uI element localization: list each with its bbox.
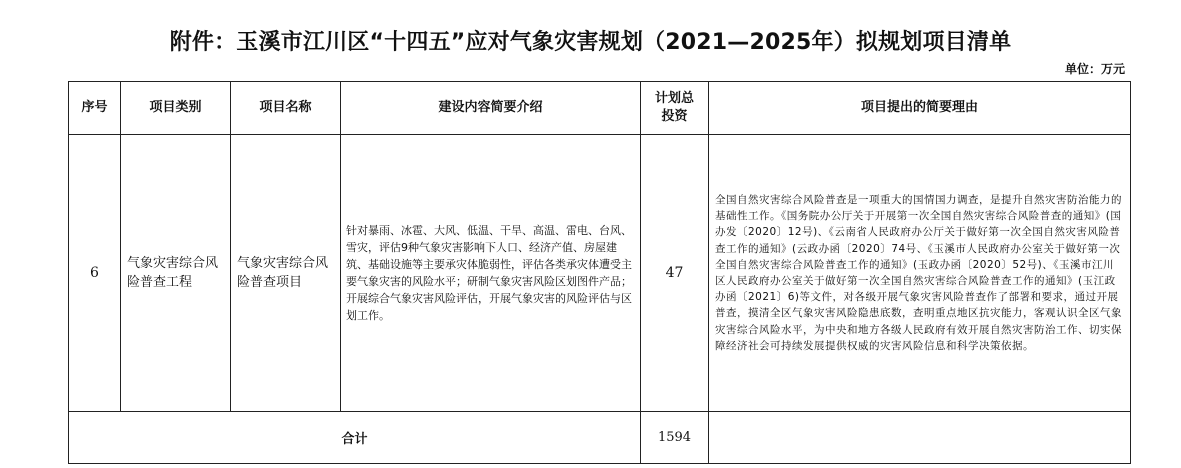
cell-reason: 全国自然灾害综合风险普查是一项重大的国情国力调查，是提升自然灾害防治能力的基础性工作。《国务院办公厅关于开展第一次全国自然灾害综合风险普查的通知》(国办发〔2020〕12号)、《云南省人民政府办公厅关于做好第一次全国自然灾害风险普查工作的通知》(云政办函〔2020〕74号、《玉溪市人民政府办公室关于做好第一次全国自然灾害综合风险普查工作的通知》(玉政办函〔2020〕52号)、《玉溪市江川区人民政府办公室关于做好第一次全国自然灾害综合风险普查工作的通知》(玉江政办函〔2021〕6)等文件，对各级开展气象灾害风险普查作了部署和要求，通过开展普查，摸清全区气象灾害风险隐患底数，查明重点地区抗灾能力，客观认识全区气象灾害综合风险水平，为中央和地方各级人民政府有效开展自然灾害防治工作、切实保障经济社会可持续发展提供权威的灾害风险信息和科学决策依据。 <box>709 135 1131 412</box>
table-row <box>69 135 1131 412</box>
header-investment-line2: 投资 <box>661 109 688 124</box>
project-table <box>68 81 1131 464</box>
cell-content: 针对暴雨、冰雹、大风、低温、干旱、高温、雷电、台风、雪灾，评估9种气象灾害影响下人口、经济产值、房屋建筑、基础设施等主要承灾体脆弱性，评估各类承灾体遭受主要气象灾害的风险水平；研制气象灾害风险区划图件产品；开展综合气象灾害风险评估，开展气象灾害的风险评估与区划工作。 <box>341 135 641 412</box>
cell-name: 气象灾害综合风险普查项目 <box>231 135 341 412</box>
document-title: 附件：玉溪市江川区“十四五”应对气象灾害规划（2021—2025年）拟规划项目清单 <box>169 30 1012 55</box>
total-empty-cell <box>709 412 1131 464</box>
unit-note: 单位：万元 <box>1064 62 1125 76</box>
header-reason: 项目提出的简要理由 <box>709 82 1131 135</box>
header-category: 项目类别 <box>121 82 231 135</box>
cell-category: 气象灾害综合风险普查工程 <box>121 135 231 412</box>
total-label: 合计 <box>69 412 641 464</box>
cell-seq: 6 <box>69 135 121 412</box>
header-seq: 序号 <box>69 82 121 135</box>
header-investment <box>641 82 709 135</box>
table-header-row <box>69 82 1131 135</box>
header-content: 建设内容简要介绍 <box>341 82 641 135</box>
header-name: 项目名称 <box>231 82 341 135</box>
cell-investment: 47 <box>641 135 709 412</box>
header-investment-line1: 计划总 <box>654 91 694 106</box>
total-row <box>69 412 1131 464</box>
total-value: 1594 <box>641 412 709 464</box>
